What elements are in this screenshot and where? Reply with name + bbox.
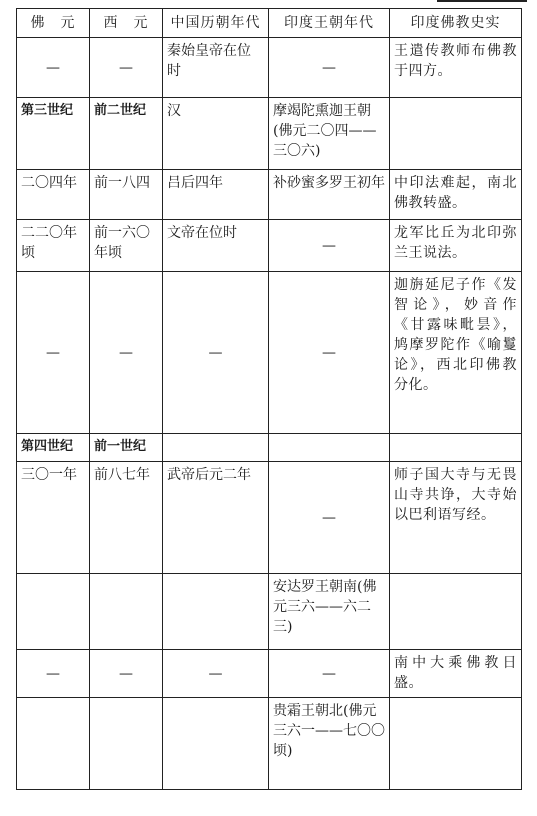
table-header-row xyxy=(17,9,522,38)
cell-chinese-dynasty: 汉 xyxy=(163,98,269,170)
cell-buddhist-facts: 师子国大寺与无畏山寺共诤，大寺始以巴利语写经。 xyxy=(390,462,522,574)
cell-chinese-dynasty: 文帝在位时 xyxy=(163,220,269,272)
cell-indian-dynasty: 补砂蜜多罗王初年 xyxy=(269,170,390,220)
cell-indian-dynasty: — xyxy=(269,272,390,434)
cell-buddhist-era: 二二〇年顷 xyxy=(17,220,90,272)
cell-buddhist-facts xyxy=(390,698,522,790)
cell-buddhist-era xyxy=(17,698,90,790)
cell-western-era: — xyxy=(90,650,163,698)
cell-indian-dynasty: 安达罗王朝南(佛元三六——六二三) xyxy=(269,574,390,650)
cell-indian-dynasty: — xyxy=(269,650,390,698)
cell-western-era: 前二世纪 xyxy=(90,98,163,170)
header-western-era: 西 元 xyxy=(90,9,163,38)
cell-buddhist-era: 三〇一年 xyxy=(17,462,90,574)
cell-western-era xyxy=(90,574,163,650)
cell-buddhist-era: 第三世纪 xyxy=(17,98,90,170)
cell-buddhist-facts: 中印法难起，南北佛教转盛。 xyxy=(390,170,522,220)
cell-chinese-dynasty: — xyxy=(163,272,269,434)
table-row xyxy=(17,462,522,574)
cell-buddhist-facts: 龙军比丘为北印弥兰王说法。 xyxy=(390,220,522,272)
table-row xyxy=(17,38,522,98)
cell-buddhist-era: 二〇四年 xyxy=(17,170,90,220)
page-header-rule xyxy=(437,0,527,6)
cell-indian-dynasty xyxy=(269,434,390,462)
cell-indian-dynasty: 摩竭陀熏迦王朝(佛元二〇四——三〇六) xyxy=(269,98,390,170)
cell-buddhist-era xyxy=(17,574,90,650)
table-row xyxy=(17,220,522,272)
cell-western-era xyxy=(90,698,163,790)
cell-buddhist-facts xyxy=(390,574,522,650)
cell-buddhist-facts: 王遣传教师布佛教于四方。 xyxy=(390,38,522,98)
cell-indian-dynasty: 贵霜王朝北(佛元三六一——七〇〇顷) xyxy=(269,698,390,790)
cell-buddhist-facts: 迦旃延尼子作《发智论》，妙音作《甘露味毗昙》，鸠摩罗陀作《喻鬘论》，西北印佛教分化。 xyxy=(390,272,522,434)
cell-western-era: 前一六〇年顷 xyxy=(90,220,163,272)
cell-western-era: — xyxy=(90,38,163,98)
cell-buddhist-facts xyxy=(390,434,522,462)
header-buddhist-facts: 印度佛教史实 xyxy=(390,9,522,38)
cell-indian-dynasty: — xyxy=(269,38,390,98)
cell-indian-dynasty: — xyxy=(269,220,390,272)
header-chinese-dynasty: 中国历朝年代 xyxy=(163,9,269,38)
cell-western-era: 前一世纪 xyxy=(90,434,163,462)
cell-chinese-dynasty: 吕后四年 xyxy=(163,170,269,220)
cell-buddhist-facts: 南中大乘佛教日盛。 xyxy=(390,650,522,698)
cell-indian-dynasty: — xyxy=(269,462,390,574)
cell-buddhist-era: 第四世纪 xyxy=(17,434,90,462)
cell-chinese-dynasty: 秦始皇帝在位时 xyxy=(163,38,269,98)
table-row xyxy=(17,170,522,220)
cell-western-era: 前八七年 xyxy=(90,462,163,574)
cell-western-era: 前一八四 xyxy=(90,170,163,220)
cell-chinese-dynasty xyxy=(163,434,269,462)
table-row xyxy=(17,650,522,698)
buddhist-history-table xyxy=(16,8,522,790)
table-row xyxy=(17,434,522,462)
cell-buddhist-facts xyxy=(390,98,522,170)
cell-buddhist-era: — xyxy=(17,650,90,698)
cell-buddhist-era: — xyxy=(17,272,90,434)
table-row xyxy=(17,272,522,434)
cell-chinese-dynasty: 武帝后元二年 xyxy=(163,462,269,574)
cell-chinese-dynasty xyxy=(163,698,269,790)
table-row xyxy=(17,574,522,650)
table-row xyxy=(17,98,522,170)
cell-chinese-dynasty xyxy=(163,574,269,650)
cell-chinese-dynasty: — xyxy=(163,650,269,698)
table-row xyxy=(17,698,522,790)
cell-western-era: — xyxy=(90,272,163,434)
header-indian-dynasty: 印度王朝年代 xyxy=(269,9,390,38)
header-buddhist-era: 佛 元 xyxy=(17,9,90,38)
cell-buddhist-era: — xyxy=(17,38,90,98)
